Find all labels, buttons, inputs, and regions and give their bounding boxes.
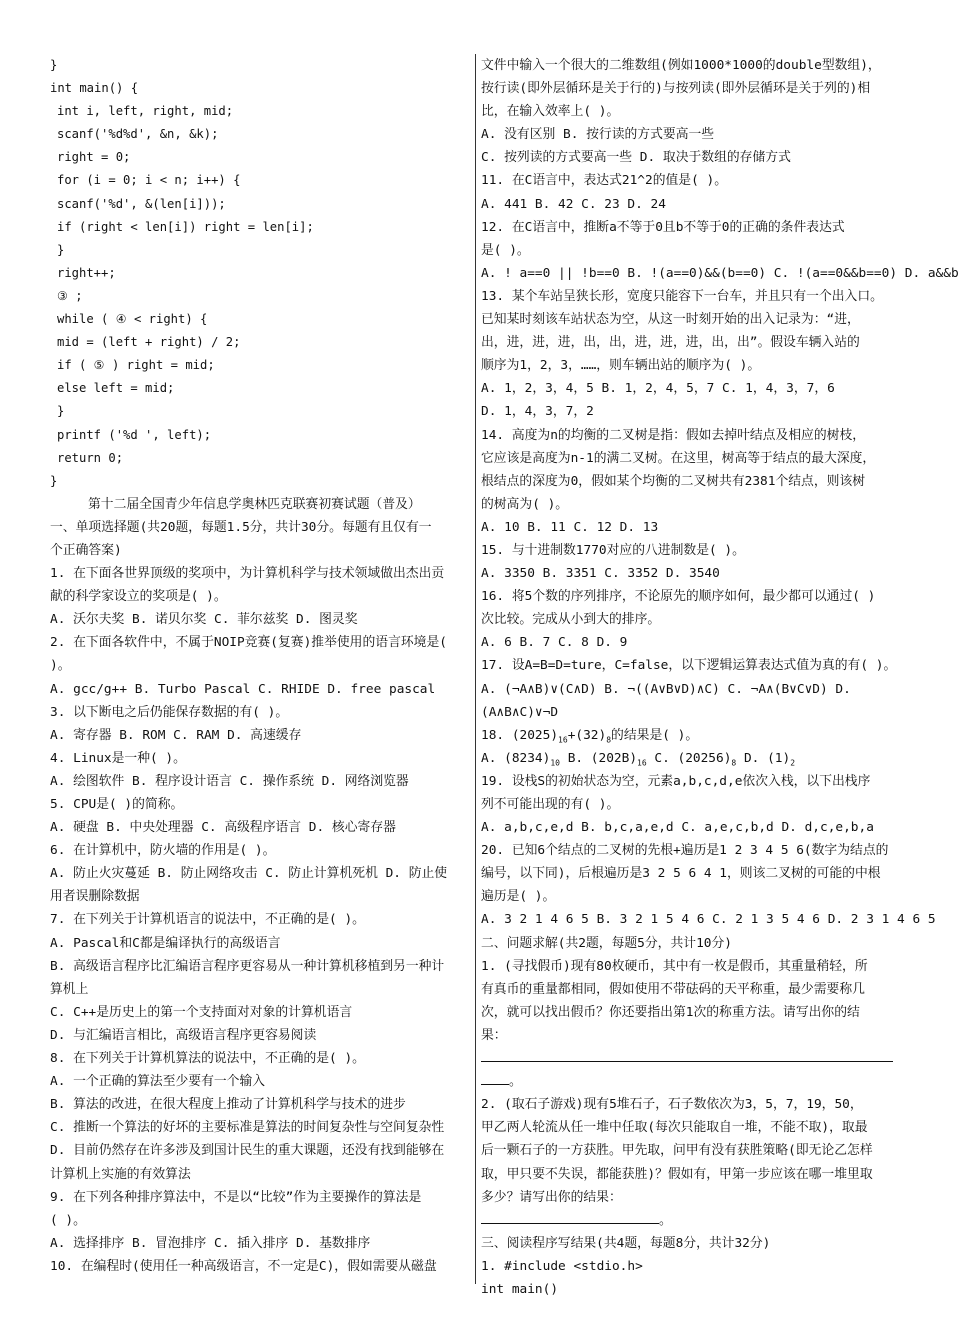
text-line: 3. 以下断电之后仍能保存数据的有( )。 xyxy=(50,704,289,720)
question-18: 18. $(2025)_{16}+(32)_8$的结果是( )。 xyxy=(481,727,699,745)
text-line: 后一颗石子的一方获胜。甲先取，问甲有没有获胜策略(即无论乙怎样 xyxy=(481,1143,873,1159)
text-line: D. 目前仍然存在许多涉及到国计民生的重大课题，还没有找到能够在 xyxy=(50,1143,445,1159)
left-questions xyxy=(50,516,470,1278)
text-line: C. C++是历史上的第一个支持面对对象的计算机语言 xyxy=(50,1004,353,1020)
text-line: 9. 在下列各种排序算法中，不是以“比较”作为主要操作的算法是 xyxy=(50,1189,422,1205)
text-line: C. 推断一个算法的好坏的主要标准是算法的时间复杂性与空间复杂性 xyxy=(50,1120,445,1136)
text-line: A. 1，2，3，4，5 B. 1，2，4，5，7 C. 1，4，3，7，6 xyxy=(481,381,835,397)
text-line: 次比较。完成从小到大的排序。 xyxy=(481,612,661,628)
text-line: 2. 在下面各软件中，不属于NOIP竞赛(复赛)推举使用的语言环境是( xyxy=(50,635,447,651)
exam-title: 第十二届全国青少年信息学奥林匹克联赛初赛试题（普及） xyxy=(88,496,421,512)
text-line: 6. 在计算机中，防火墙的作用是( )。 xyxy=(50,843,276,859)
text-line: A. ! a==0 || !b==0 B. !(a==0)&&(b==0) C. !(a==0&&b==0) D. a&&b xyxy=(481,265,959,281)
text-line: 1. 在下面各世界顶级的奖项中，为计算机科学与技术领域做出杰出贡 xyxy=(50,566,445,582)
text-line: 8. 在下列关于计算机算法的说法中，不正确的是( )。 xyxy=(50,1051,365,1067)
text-line: 2. (取石子游戏)现有5堆石子，石子数依次为3，5，7，19，50， xyxy=(481,1097,863,1113)
code-line: int main() { xyxy=(50,81,139,96)
code-line: mid = (left + right) / 2; xyxy=(57,335,241,350)
text-line: A. 3350 B. 3351 C. 3352 D. 3540 xyxy=(481,566,720,582)
text-line: 20. 已知6个结点的二叉树的先根+遍历是1 2 3 4 5 6(数字为结点的 xyxy=(481,843,889,859)
text-line: int main() xyxy=(481,1281,559,1297)
text-line: 遍历是( )。 xyxy=(481,889,556,905)
column-divider xyxy=(475,54,476,1284)
code-listing xyxy=(50,54,470,493)
text-line: A. 硬盘 B. 中央处理器 C. 高级程序语言 D. 核心寄存器 xyxy=(50,820,396,836)
text-line: 一、单项选择题(共20题，每题1.5分，共计30分。每题有且仅有一 xyxy=(50,519,432,535)
code-line: if ( ⑤ ) right = mid; xyxy=(57,358,215,373)
text-line: A. a,b,c,e,d B. b,c,a,e,d C. a,e,c,b,d D. d,c,e,b,a xyxy=(481,820,874,836)
text-line: 多少？请写出你的结果： xyxy=(481,1189,622,1205)
left-column xyxy=(50,54,470,1278)
text-line: 献的科学家设立的奖项是( )。 xyxy=(50,589,227,605)
text-line: 算机上 xyxy=(50,981,89,997)
code-line: ③ ; xyxy=(57,288,83,303)
text-line: 用者误删除数据 xyxy=(50,889,140,905)
text-line: C. 按列读的方式要高一些 D. 取决于数组的存储方式 xyxy=(481,150,791,166)
text-line: 出，进，进，进，出，出，进，进，进，出，出”。假设车辆入站的 xyxy=(481,335,860,351)
text-line: 10. 在编程时(使用任一种高级语言，不一定是C)，假如需要从磁盘 xyxy=(50,1258,437,1274)
text-line: A. Pascal和C都是编译执行的高级语言 xyxy=(50,935,281,951)
text-line: )。 xyxy=(50,658,71,674)
text-line: 有真币的重量都相同，假如使用不带砝码的天平称重，最少需要称几 xyxy=(481,981,865,997)
code-line: right = 0; xyxy=(57,150,131,165)
text-line: 按行读(即外层循环是关于行的)与按列读(即外层循环是关于列的)相 xyxy=(481,81,871,97)
text-line: 12. 在C语言中，推断a不等于0且b不等于0的正确的条件表达式 xyxy=(481,219,845,235)
text-line: (A∧B∧C)∨¬D xyxy=(481,704,559,720)
text-line: ( )。 xyxy=(50,1212,86,1228)
text-line: B. 算法的改进，在很大程度上推动了计算机科学与技术的进步 xyxy=(50,1097,406,1113)
answer-blank-1-end: 。 xyxy=(481,1070,906,1093)
text-line: 17. 设A=B=D=ture，C=false，以下逻辑运算表达式值为真的有( )。 xyxy=(481,658,897,674)
text-line: 次，就可以找出假币？你还要指出第1次的称重方法。请写出你的结 xyxy=(481,1004,860,1020)
right-questions-c xyxy=(481,1093,906,1208)
right-questions-b xyxy=(481,770,936,1047)
text-line: 二、问题求解(共2题，每题5分，共计10分) xyxy=(481,935,732,951)
text-line: A. 10 B. 11 C. 12 D. 13 xyxy=(481,519,659,535)
code-line: while ( ④ < right) { xyxy=(57,312,208,327)
answer-blank-1[interactable] xyxy=(481,1047,906,1070)
text-line: 果： xyxy=(481,1027,507,1043)
text-line: 取，甲只要不失误，都能获胜)？假如有，甲第一步应该在哪一堆里取 xyxy=(481,1166,873,1182)
text-line: 文件中输入一个很大的二维数组(例如1000*1000的double型数组)， xyxy=(481,58,881,73)
text-line: 是( )。 xyxy=(481,242,530,258)
text-line: A. 寄存器 B. ROM C. RAM D. 高速缓存 xyxy=(50,727,302,743)
code-line: scanf('%d', &(len[i])); xyxy=(57,196,226,211)
text-line: A. 3 2 1 4 6 5 B. 3 2 1 5 4 6 C. 2 1 3 5 4 6 D. 2 3 1 4 6 5 xyxy=(481,912,936,928)
question-18-options: A. $(8234)_{10}$ B. $(202B)_{16}$ C. $(20256)_8$ D. $(1)_2$ xyxy=(481,750,796,768)
code-line: else left = mid; xyxy=(57,381,175,396)
code-line: printf ('%d ', left); xyxy=(57,427,212,442)
text-line: D. 1，4，3，7，2 xyxy=(481,404,594,420)
right-questions-d xyxy=(481,1232,906,1301)
text-line: 1. #include <stdio.h> xyxy=(481,1258,643,1274)
text-line: 19. 设栈S的初始状态为空，元素a,b,c,d,e依次入栈，以下出栈序 xyxy=(481,773,871,789)
text-line: 列不可能出现的有( )。 xyxy=(481,797,620,812)
text-line: 11. 在C语言中，表达式21^2的值是( )。 xyxy=(481,173,728,189)
code-line: for (i = 0; i < n; i++) { xyxy=(57,173,241,188)
text-line: 甲乙两人轮流从任一堆中任取(每次只能取自一堆，不能不取)，取最 xyxy=(481,1120,868,1136)
text-line: A. 选择排序 B. 冒泡排序 C. 插入排序 D. 基数排序 xyxy=(50,1235,371,1251)
text-line: 编号，以下同)，后根遍历是3 2 5 6 4 1，则该二叉树的可能的中根 xyxy=(481,866,881,882)
text-line: 5. CPU是( )的简称。 xyxy=(50,797,184,812)
text-line: 它应该是高度为n-1的满二叉树。在这里，树高等于结点的最大深度， xyxy=(481,450,876,466)
code-line: int i, left, right, mid; xyxy=(57,104,234,119)
text-line: 13. 某个车站呈狭长形，宽度只能容下一台车，并且只有一个出入口。 xyxy=(481,288,883,304)
text-line: A. (¬A∧B)∨(C∧D) B. ¬((A∨B∨D)∧C) C. ¬A∧(B∨C∨D) D. xyxy=(481,681,851,697)
code-line: } xyxy=(50,58,58,72)
text-line: A. 一个正确的算法至少要有一个输入 xyxy=(50,1074,266,1090)
text-line: 16. 将5个数的序列排序，不论原先的顺序如何，最少都可以通过( ) xyxy=(481,589,876,605)
text-line: B. 高级语言程序比汇编语言程序更容易从一种计算机移植到另一种计 xyxy=(50,958,445,974)
text-line: A. 6 B. 7 C. 8 D. 9 xyxy=(481,635,628,651)
text-line: A. 沃尔夫奖 B. 诺贝尔奖 C. 菲尔兹奖 D. 图灵奖 xyxy=(50,612,358,628)
code-line: scanf('%d%d', &n, &k); xyxy=(57,127,219,142)
text-line: 顺序为1，2，3，……，则车辆出站的顺序为( )。 xyxy=(481,358,761,374)
code-line: } xyxy=(50,473,58,488)
code-line: } xyxy=(57,242,65,257)
text-line: 比，在输入效率上( )。 xyxy=(481,104,620,120)
right-questions-a xyxy=(481,54,959,724)
text-line: 4. Linux是一种( )。 xyxy=(50,750,186,766)
text-line: A. gcc/g++ B. Turbo Pascal C. RHIDE D. free pascal xyxy=(50,681,436,697)
text-line: A. 441 B. 42 C. 23 D. 24 xyxy=(481,196,666,212)
text-line: 7. 在下列关于计算机语言的说法中，不正确的是( )。 xyxy=(50,912,365,928)
text-line: 个正确答案) xyxy=(50,542,122,558)
code-line: } xyxy=(57,404,65,419)
text-line: 已知某时刻该车站状态为空，从这一时刻开始的出入记录为：“进， xyxy=(481,312,860,328)
text-line: 计算机上实施的有效算法 xyxy=(50,1166,191,1182)
text-line: 的树高为( )。 xyxy=(481,496,569,512)
code-line: right++; xyxy=(57,265,116,280)
right-column xyxy=(481,54,959,1301)
text-line: A. 没有区别 B. 按行读的方式要高一些 xyxy=(481,127,715,143)
text-line: 1. (寻找假币)现有80枚硬币，其中有一枚是假币，其重量稍轻，所 xyxy=(481,958,868,974)
text-line: 三、阅读程序写结果(共4题，每题8分，共计32分) xyxy=(481,1235,771,1251)
text-line: 14. 高度为n的均衡的二叉树是指：假如去掉叶结点及相应的树枝， xyxy=(481,427,866,443)
code-line: return 0; xyxy=(57,450,124,465)
text-line: A. 防止火灾蔓延 B. 防止网络攻击 C. 防止计算机死机 D. 防止使 xyxy=(50,866,448,882)
text-line: A. 绘图软件 B. 程序设计语言 C. 操作系统 D. 网络浏览器 xyxy=(50,773,409,789)
text-line: 15. 与十进制数1770对应的八进制数是( )。 xyxy=(481,542,745,558)
answer-blank-2[interactable]: 。 xyxy=(481,1209,906,1232)
code-line: if (right < len[i]) right = len[i]; xyxy=(57,219,314,234)
text-line: 根结点的深度为0，假如某个均衡的二叉树共有2381个结点，则该树 xyxy=(481,473,866,489)
text-line: D. 与汇编语言相比，高级语言程序更容易阅读 xyxy=(50,1027,317,1043)
